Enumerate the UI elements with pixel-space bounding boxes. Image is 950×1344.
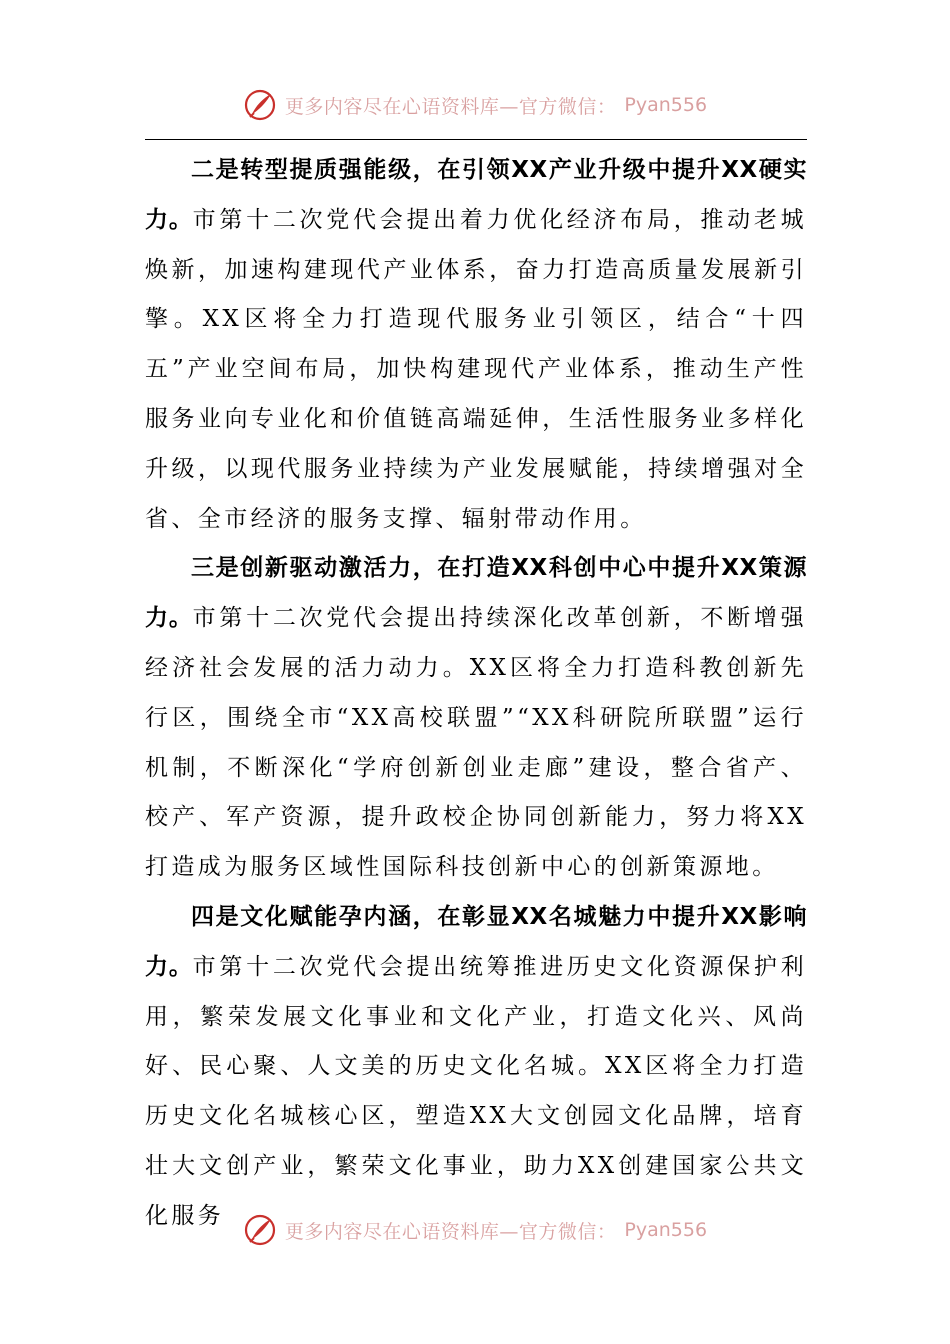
watermark-contact: Pyan556 (624, 1219, 708, 1241)
pen-feather-logo-icon (243, 88, 277, 122)
watermark-text: 更多内容尽在心语资料库—官方微信： (284, 1220, 617, 1243)
paragraph-lead: 三是创新驱动激活力，在打造XX科创中心中提升XX策源力。 (145, 555, 807, 632)
paragraph-culture (145, 893, 807, 1242)
watermark-header (0, 85, 950, 125)
document-body (145, 146, 807, 1242)
paragraph-text: 市第十二次党代会提出着力优化经济布局，推动老城焕新，加速构建现代产业体系，奋力打造高质量发展新引擎。XX区将全力打造现代服务业引领区，结合“十四五”产业空间布局，加快构建现代产业体系，推动生产性服务业向专业化和价值链高端延伸，生活性服务业多样化升级，以现代服务业持续为产业发展赋能，持续增强对全省、全市经济的服务支撑、辐射带动作用。 (145, 206, 808, 532)
paragraph-innovation (145, 544, 807, 893)
paragraph-text: 市第十二次党代会提出统筹推进历史文化资源保护利用，繁荣发展文化事业和文化产业，打造文化兴、风尚好、民心聚、人文美的历史文化名城。XX区将全力打造历史文化名城核心区，塑造XX大文创园文化品牌，培育壮大文创产业，繁荣文化事业，助力XX创建国家公共文化服务 (145, 953, 808, 1229)
header-divider (145, 139, 807, 140)
paragraph-text: 市第十二次党代会提出持续深化改革创新，不断增强经济社会发展的活力动力。XX区将全力打造科教创新先行区，围绕全市“XX高校联盟”“XX科研院所联盟”运行机制，不断深化“学府创新创业走廊”建设，整合省产、校产、军产资源，提升政校企协同创新能力，努力将XX打造成为服务区域性国际科技创新中心的创新策源地。 (145, 605, 808, 881)
watermark-contact: Pyan556 (624, 94, 708, 116)
paragraph-lead: 二是转型提质强能级，在引领XX产业升级中提升XX硬实力。 (145, 157, 807, 233)
paragraph-transformation (145, 146, 807, 544)
watermark-footer (0, 1210, 950, 1250)
watermark-text: 更多内容尽在心语资料库—官方微信： (284, 95, 617, 118)
pen-feather-logo-icon (243, 1213, 277, 1247)
paragraph-lead: 四是文化赋能孕内涵，在彰显XX名城魅力中提升XX影响力。 (145, 903, 807, 980)
